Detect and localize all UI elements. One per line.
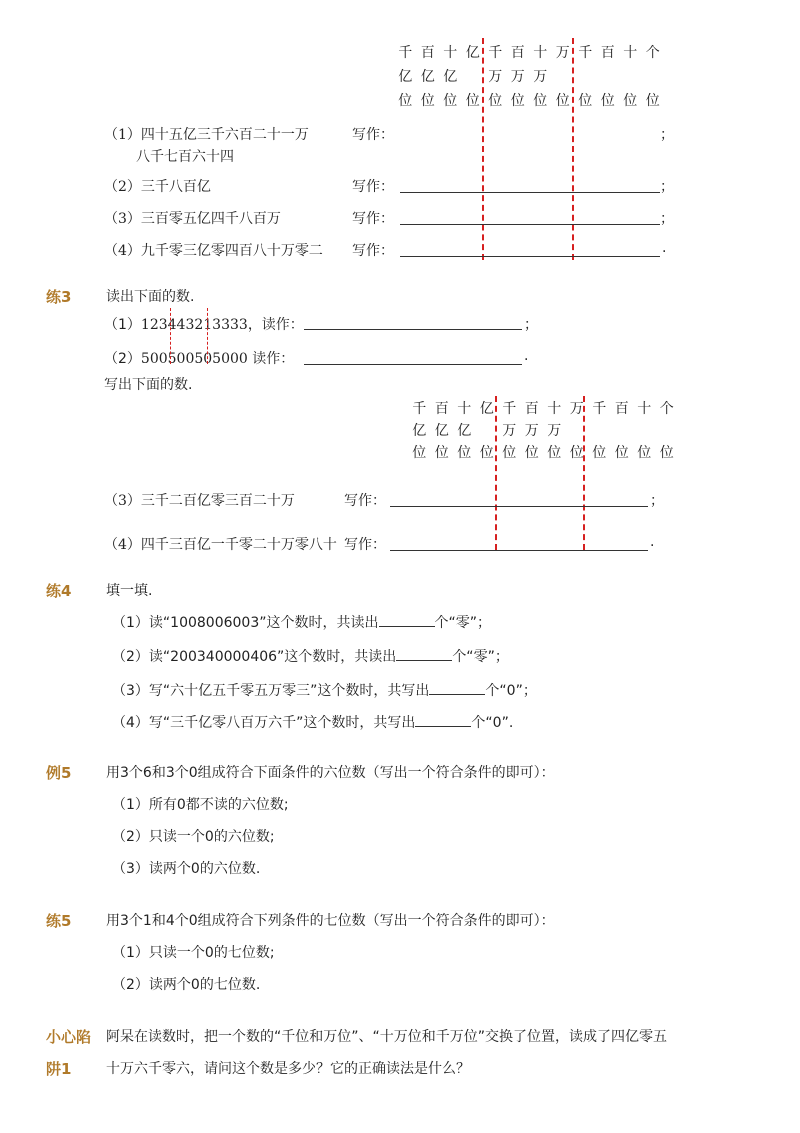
lian4-item-2 bbox=[112, 646, 509, 666]
top-item-4-text: （4）九千零三亿零四百八十万零二 bbox=[104, 243, 323, 259]
lian3-divider-2 bbox=[207, 308, 208, 364]
top-header-row1-cell-10: 十 bbox=[623, 45, 638, 61]
top-header-row2 bbox=[394, 66, 664, 86]
top-item-1-line1: （1）四十五亿三千六百二十一万 bbox=[104, 127, 309, 143]
top-header-row3-cell-7: 位 bbox=[555, 93, 570, 109]
top-item-4-answer-line[interactable] bbox=[400, 256, 660, 257]
top-header-row2-cell-4: 万 bbox=[488, 69, 503, 85]
lian3-read-2-end: . bbox=[524, 348, 529, 364]
li5-label: 例5 bbox=[46, 764, 72, 782]
lian4-label: 练4 bbox=[46, 582, 72, 600]
lian3-header-row2-cell-11 bbox=[656, 420, 679, 440]
top-divider-yi bbox=[482, 38, 484, 260]
lian4-item-1-blank[interactable] bbox=[379, 612, 435, 627]
top-item-2-answer-line[interactable] bbox=[400, 192, 660, 193]
top-item-3-text: （3）三百零五亿四千八百万 bbox=[104, 211, 281, 227]
lian3-header-row3-cell-4: 位 bbox=[502, 445, 517, 461]
lian3-header-row3-cell-10: 位 bbox=[637, 445, 652, 461]
top-item-3-end: ； bbox=[660, 211, 674, 227]
lian3-read-1-prefix: （1） bbox=[104, 317, 141, 333]
lian3-header-row1-cell-7: 万 bbox=[569, 401, 584, 417]
lian3-instruction: 读出下面的数. bbox=[106, 289, 195, 305]
lian3-header-row2-cell-1: 亿 bbox=[434, 423, 449, 439]
trap-text-line2: 十万六千零六，请问这个数是多少？它的正确读法是什么？ bbox=[106, 1061, 470, 1077]
lian4-item-1-post: 个“零”； bbox=[434, 615, 492, 631]
lian3-read-1-answer-line[interactable] bbox=[304, 329, 522, 330]
top-header-row1-cell-2: 十 bbox=[443, 45, 458, 61]
top-header-row2-cell-3 bbox=[462, 66, 485, 86]
lian3-header-row3-cell-7: 位 bbox=[569, 445, 584, 461]
lian4-item-4-blank[interactable] bbox=[415, 712, 471, 727]
lian3-header-row3-cell-9: 位 bbox=[614, 445, 629, 461]
lian3-header-row1-cell-10: 十 bbox=[637, 401, 652, 417]
lian3-header-row2 bbox=[408, 420, 678, 440]
top-item-1-line2: 八千七百六十四 bbox=[136, 149, 234, 165]
top-header-row1-cell-7: 万 bbox=[555, 45, 570, 61]
top-header-row3-cell-9: 位 bbox=[600, 93, 615, 109]
lian3-header-row1-cell-5: 百 bbox=[524, 401, 539, 417]
lian3-write-4-text: （4）四千三百亿一千零二十万零八十 bbox=[104, 537, 337, 553]
lian3-header-row3 bbox=[408, 442, 678, 462]
lian5-item-2: （2）读两个0的七位数. bbox=[112, 977, 261, 993]
top-header-row3 bbox=[394, 90, 664, 110]
top-header-row3-cell-11: 位 bbox=[645, 93, 660, 109]
lian3-header-row3-cell-3: 位 bbox=[479, 445, 494, 461]
lian4-item-4 bbox=[112, 712, 513, 732]
lian3-write-4-label: 写作： bbox=[344, 537, 386, 553]
trap-label-line1: 小心陷 bbox=[46, 1028, 92, 1046]
top-header-row3-cell-3: 位 bbox=[465, 93, 480, 109]
top-header-row2-cell-8 bbox=[574, 66, 597, 86]
top-header-row3-cell-8: 位 bbox=[578, 93, 593, 109]
lian4-item-2-blank[interactable] bbox=[396, 646, 452, 661]
lian3-header-row2-cell-10 bbox=[633, 420, 656, 440]
lian3-header-row3-cell-5: 位 bbox=[524, 445, 539, 461]
lian3-read-1-number: 123443213333 bbox=[140, 317, 248, 333]
lian3-read-2-label: 读作： bbox=[247, 351, 295, 367]
li5-item-3: （3）读两个0的六位数. bbox=[112, 861, 261, 877]
lian4-item-4-post: 个“0”. bbox=[471, 715, 514, 731]
lian4-item-3-pre: （3）写“六十亿五千零五万零三”这个数时，共写出 bbox=[112, 683, 430, 699]
top-header-row1-cell-8: 千 bbox=[578, 45, 593, 61]
lian3-header-row2-cell-9 bbox=[611, 420, 634, 440]
trap-label-line2: 阱1 bbox=[46, 1060, 72, 1078]
top-header-row3-cell-1: 位 bbox=[420, 93, 435, 109]
top-header-row3-cell-4: 位 bbox=[488, 93, 503, 109]
lian3-write-instruction: 写出下面的数. bbox=[104, 377, 193, 393]
top-header-row1-cell-4: 千 bbox=[488, 45, 503, 61]
lian3-read-2-answer-line[interactable] bbox=[304, 364, 522, 365]
lian4-item-2-post: 个“零”； bbox=[452, 649, 509, 665]
lian3-header-row3-cell-1: 位 bbox=[434, 445, 449, 461]
lian3-read-2 bbox=[104, 348, 294, 368]
top-header-row2-cell-6: 万 bbox=[533, 69, 548, 85]
top-item-4-end: . bbox=[662, 240, 667, 256]
lian3-header-row2-cell-2: 亿 bbox=[457, 423, 472, 439]
lian3-header-row3-cell-8: 位 bbox=[592, 445, 607, 461]
lian4-item-3-post: 个“0”； bbox=[485, 683, 537, 699]
top-header-row1-cell-6: 十 bbox=[533, 45, 548, 61]
lian3-read-2-number: 500500505000 bbox=[140, 351, 248, 367]
lian3-header-row1-cell-1: 百 bbox=[434, 401, 449, 417]
top-header-row1-cell-0: 千 bbox=[398, 45, 413, 61]
lian3-read-1-end: ； bbox=[524, 317, 538, 333]
lian3-header-row1 bbox=[408, 398, 678, 418]
top-item-3-answer-line[interactable] bbox=[400, 224, 660, 225]
top-header-row2-cell-9 bbox=[597, 66, 620, 86]
lian3-header-row1-cell-4: 千 bbox=[502, 401, 517, 417]
lian4-item-3-blank[interactable] bbox=[429, 680, 485, 695]
top-header-row2-cell-11 bbox=[642, 66, 665, 86]
lian3-write-3-answer-line[interactable] bbox=[390, 506, 648, 507]
top-header-row2-cell-5: 万 bbox=[510, 69, 525, 85]
lian3-header-row1-cell-0: 千 bbox=[412, 401, 427, 417]
li5-item-1: （1）所有0都不读的六位数; bbox=[112, 797, 289, 813]
top-item-1-end: ； bbox=[660, 127, 674, 143]
top-header-row1 bbox=[394, 42, 664, 62]
lian4-item-1-pre: （1）读“1008006003”这个数时，共读出 bbox=[112, 615, 379, 631]
lian3-write-4-answer-line[interactable] bbox=[390, 550, 648, 551]
lian4-item-1 bbox=[112, 612, 491, 632]
lian3-header-row1-cell-11: 个 bbox=[659, 401, 674, 417]
lian3-divider-yi bbox=[495, 396, 497, 550]
top-item-3-write-label: 写作： bbox=[352, 211, 394, 227]
lian3-header-row3-cell-6: 位 bbox=[547, 445, 562, 461]
top-header-row1-cell-9: 百 bbox=[600, 45, 615, 61]
li5-item-2: （2）只读一个0的六位数; bbox=[112, 829, 275, 845]
lian3-header-row2-cell-8 bbox=[588, 420, 611, 440]
lian5-label: 练5 bbox=[46, 912, 72, 930]
lian3-read-2-prefix: （2） bbox=[104, 351, 141, 367]
lian3-header-row1-cell-6: 十 bbox=[547, 401, 562, 417]
lian4-item-3 bbox=[112, 680, 537, 700]
top-divider-wan bbox=[572, 38, 574, 260]
lian3-divider-1 bbox=[170, 308, 171, 364]
lian3-write-4-end: . bbox=[650, 534, 655, 550]
top-header-row3-cell-6: 位 bbox=[533, 93, 548, 109]
lian3-header-row3-cell-11: 位 bbox=[659, 445, 674, 461]
top-header-row3-cell-0: 位 bbox=[398, 93, 413, 109]
lian5-instruction: 用3个1和4个0组成符合下列条件的七位数（写出一个符合条件的即可）： bbox=[106, 913, 555, 929]
top-header-row3-cell-5: 位 bbox=[510, 93, 525, 109]
top-header-row2-cell-7 bbox=[552, 66, 575, 86]
lian3-label: 练3 bbox=[46, 288, 72, 306]
top-header-row1-cell-5: 百 bbox=[510, 45, 525, 61]
lian3-header-row1-cell-8: 千 bbox=[592, 401, 607, 417]
trap-text-line1: 阿呆在读数时，把一个数的“千位和万位”、“十万位和千万位”交换了位置，读成了四亿零五 bbox=[106, 1029, 668, 1045]
lian3-read-1 bbox=[104, 314, 304, 334]
lian3-header-row2-cell-4: 万 bbox=[502, 423, 517, 439]
top-header-row1-cell-11: 个 bbox=[645, 45, 660, 61]
lian4-item-4-pre: （4）写“三千亿零八百万六千”这个数时，共写出 bbox=[112, 715, 416, 731]
top-header-row2-cell-1: 亿 bbox=[420, 69, 435, 85]
lian3-header-row1-cell-2: 十 bbox=[457, 401, 472, 417]
top-header-row2-cell-2: 亿 bbox=[443, 69, 458, 85]
top-item-2-end: ； bbox=[660, 179, 674, 195]
li5-instruction: 用3个6和3个0组成符合下面条件的六位数（写出一个符合条件的即可）： bbox=[106, 765, 555, 781]
lian3-header-row3-cell-0: 位 bbox=[412, 445, 427, 461]
top-item-2-text: （2）三千八百亿 bbox=[104, 179, 211, 195]
top-header-row1-cell-1: 百 bbox=[420, 45, 435, 61]
top-header-row3-cell-10: 位 bbox=[623, 93, 638, 109]
lian3-header-row1-cell-3: 亿 bbox=[479, 401, 494, 417]
lian3-write-3-label: 写作： bbox=[344, 493, 386, 509]
lian3-header-row3-cell-2: 位 bbox=[457, 445, 472, 461]
top-item-4-write-label: 写作： bbox=[352, 243, 394, 259]
lian4-item-2-pre: （2）读“200340000406”这个数时，共读出 bbox=[112, 649, 397, 665]
lian3-write-3-end: ； bbox=[650, 493, 664, 509]
lian3-header-row1-cell-9: 百 bbox=[614, 401, 629, 417]
top-header-row2-cell-10 bbox=[619, 66, 642, 86]
lian4-instruction: 填一填. bbox=[106, 583, 153, 599]
lian3-header-row2-cell-0: 亿 bbox=[412, 423, 427, 439]
lian3-read-1-label: ，读作： bbox=[247, 317, 304, 333]
top-header-row2-cell-0: 亿 bbox=[398, 69, 413, 85]
top-item-1-write-label: 写作： bbox=[352, 127, 394, 143]
lian3-write-3-text: （3）三千二百亿零三百二十万 bbox=[104, 493, 295, 509]
lian3-divider-wan bbox=[583, 396, 585, 550]
top-header-row1-cell-3: 亿 bbox=[465, 45, 480, 61]
top-header-row3-cell-2: 位 bbox=[443, 93, 458, 109]
lian3-header-row2-cell-6: 万 bbox=[547, 423, 562, 439]
top-item-2-write-label: 写作： bbox=[352, 179, 394, 195]
lian3-header-row2-cell-5: 万 bbox=[524, 423, 539, 439]
lian5-item-1: （1）只读一个0的七位数; bbox=[112, 945, 275, 961]
